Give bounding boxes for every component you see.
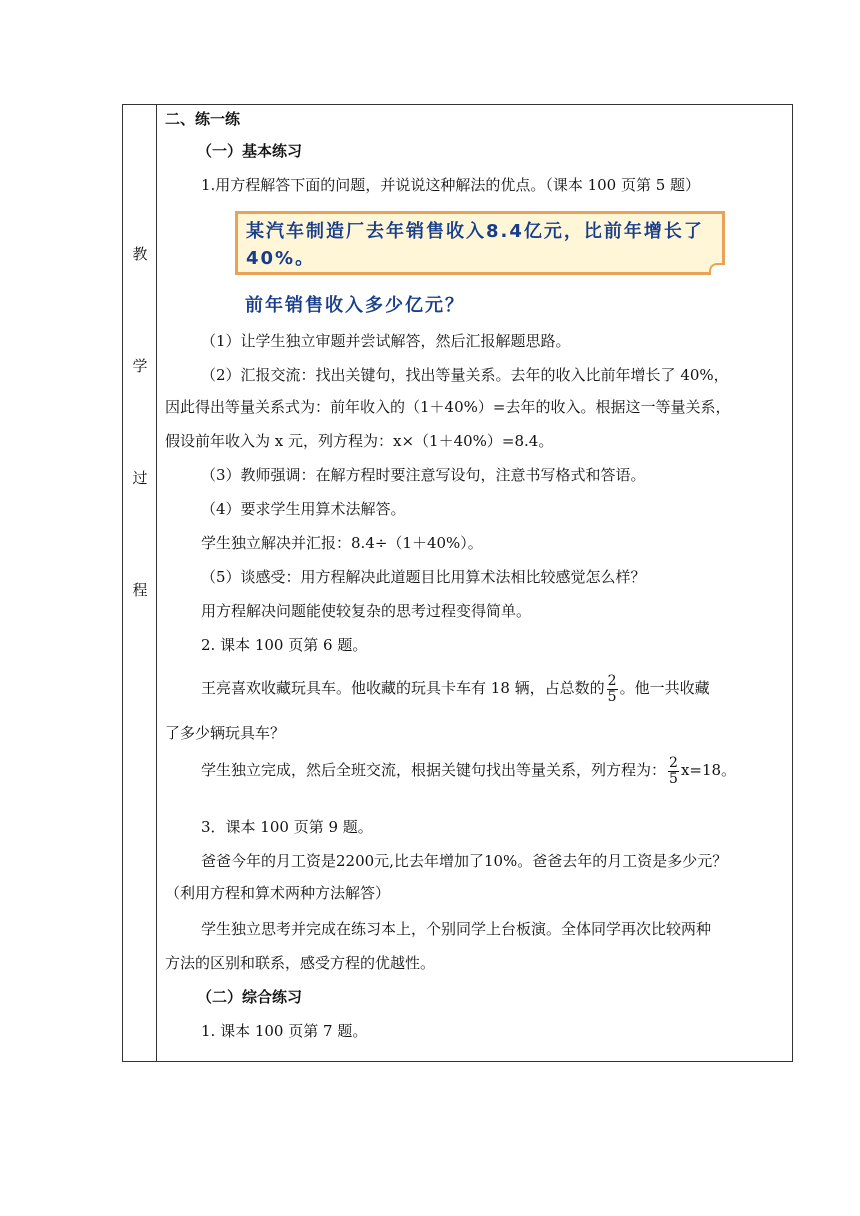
item-2-solution-b: x=18。 bbox=[680, 761, 737, 779]
item-2-text-c: 了多少辆玩具车？ bbox=[165, 724, 286, 742]
problem-box bbox=[235, 211, 725, 275]
problem-box-text: 某汽车制造厂去年销售收入8.4亿元，比前年增长了40%。 bbox=[246, 221, 704, 269]
step-3: （3）教师强调：在解方程时要注意写设句，注意书写格式和答语。 bbox=[201, 466, 646, 484]
fraction bbox=[607, 674, 618, 705]
lesson-table bbox=[122, 104, 793, 1062]
student-report: 学生独立解决并汇报：8.4÷（1＋40%）。 bbox=[201, 534, 483, 552]
left-char-1: 教 bbox=[132, 245, 148, 263]
item-2-solution bbox=[201, 755, 736, 787]
item-3-text-line-1: 爸爸今年的月工资是2200元,比去年增加了10%。爸爸去年的月工资是多少元？ bbox=[201, 852, 728, 870]
item-2: 2. 课本 100 页第 6 题。 bbox=[201, 636, 368, 654]
step-1: （1）让学生独立审题并尝试解答，然后汇报解题思路。 bbox=[201, 332, 571, 350]
basic-practice-title: （一）基本练习 bbox=[197, 142, 303, 160]
section-title: 二、练一练 bbox=[165, 110, 241, 128]
item-2-text bbox=[201, 673, 710, 705]
step-2-line-1: （2）汇报交流：找出关键句，找出等量关系。去年的收入比前年增长了 40%， bbox=[201, 366, 729, 384]
step-2-line-2: 因此得出等量关系式为：前年收入的（1＋40%）=去年的收入。根据这一等量关系， bbox=[165, 398, 731, 416]
conclusion: 用方程解决问题能使较复杂的思考过程变得简单。 bbox=[201, 602, 532, 620]
item-3: 3．课本 100 页第 9 题。 bbox=[201, 818, 373, 836]
item-2-text-a: 王亮喜欢收藏玩具车。他收藏的玩具卡车有 18 辆，占总数的 bbox=[201, 679, 605, 697]
left-char-3: 过 bbox=[132, 469, 148, 487]
solution-fraction-denominator: 5 bbox=[669, 770, 678, 787]
left-char-4: 程 bbox=[132, 581, 148, 599]
content-cell bbox=[157, 105, 792, 1061]
page-fold-icon bbox=[709, 263, 725, 275]
item-2-text-b: 。他一共收藏 bbox=[619, 679, 710, 697]
fraction-denominator: 5 bbox=[607, 688, 617, 705]
fraction-numerator: 2 bbox=[607, 672, 617, 689]
item-2-solution-a: 学生独立完成，然后全班交流，根据关键句找出等量关系，列方程为： bbox=[201, 761, 667, 779]
item-3-text-line-2: （利用方程和算术两种方法解答） bbox=[165, 884, 391, 902]
left-column bbox=[123, 105, 157, 1061]
problem-question: 前年销售收入多少亿元？ bbox=[245, 295, 465, 316]
solution-fraction bbox=[668, 756, 679, 787]
left-char-2: 学 bbox=[132, 357, 148, 375]
item-3-activity-line-1: 学生独立思考并完成在练习本上，个别同学上台板演。全体同学再次比较两种 bbox=[201, 920, 712, 938]
solution-fraction-numerator: 2 bbox=[669, 754, 678, 771]
step-2-line-3: 假设前年收入为 x 元，列方程为：x×（1＋40%）=8.4。 bbox=[165, 432, 554, 450]
step-4: （4）要求学生用算术法解答。 bbox=[201, 500, 406, 518]
item-3-activity-line-2: 方法的区别和联系，感受方程的优越性。 bbox=[165, 954, 436, 972]
comp-item-1: 1. 课本 100 页第 7 题。 bbox=[201, 1022, 368, 1040]
comprehensive-title: （二）综合练习 bbox=[197, 988, 303, 1006]
step-5: （5）谈感受：用方程解决此道题目比用算术法相比较感觉怎么样？ bbox=[201, 568, 646, 586]
item-1: 1.用方程解答下面的问题，并说说这种解法的优点。（课本 100 页第 5 题） bbox=[201, 176, 701, 194]
